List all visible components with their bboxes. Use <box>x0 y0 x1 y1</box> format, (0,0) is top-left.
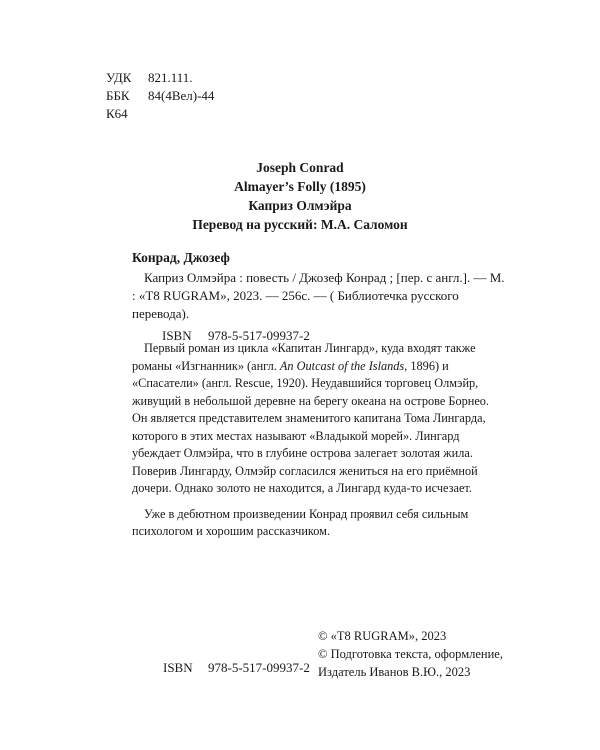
bbk-value: 84(4Вел)-44 <box>148 88 215 103</box>
bottom-isbn-label: ISBN <box>163 660 193 675</box>
author-name-en: Joseph Conrad <box>256 160 344 175</box>
abstract-p1-start: Первый роман из цикла «Капитан Лингард», куда входят также романы «Изгнанник» (англ. <box>132 341 476 373</box>
author-mark-row <box>106 105 214 123</box>
bottom-isbn-value: 978-5-517-09937-2 <box>208 660 310 675</box>
abstract-paragraph-1 <box>132 340 507 498</box>
copyright-block <box>318 627 503 681</box>
abstract <box>132 340 507 541</box>
author-mark: К64 <box>106 106 128 121</box>
catalog-entry-heading: Конрад, Джозеф <box>132 250 230 265</box>
catalog-entry <box>132 249 507 345</box>
catalog-isbn-label: ISBN <box>162 328 192 343</box>
catalog-entry-body: Каприз Олмэйра : повесть / Джозеф Конрад ; [пер. с англ.]. — М. : «T8 RUGRAM», 2023. — 256с. — ( Библиотечка русского перевода). <box>132 270 505 321</box>
classification-codes <box>106 69 214 123</box>
abstract-p1-italic-title: An Outcast of the Islands <box>279 358 405 373</box>
abstract-p1-end: , 1896) и «Спасатели» (англ. Rescue, 1920). Неудавшийся торговец Олмэйр, живущий в небольшой деревне на берегу океана на острове Борнео. Он является представителем знаменитого капитана Тома Лингарда, которого в этих местах называют «Владыкой морей». Лингард убеждает Олмэйра, что в глубине острова залегает золотая жила. Поверив Лингарду, Олмэйр согласился жениться на его приёмной дочери. Однако золото не находится, а Лингард куда-то исчезает. <box>132 358 489 495</box>
book-title-en: Almayer’s Folly (1895) <box>234 179 366 194</box>
abstract-paragraph-2: Уже в дебютном произведении Конрад проявил себя сильным психологом и хорошим рассказчиком. <box>132 506 469 538</box>
bbk-row <box>106 87 214 105</box>
udk-label: УДК <box>106 70 132 85</box>
bottom-isbn <box>163 660 310 676</box>
bbk-label: ББК <box>106 88 130 103</box>
udk-row <box>106 69 214 87</box>
catalog-isbn-value: 978-5-517-09937-2 <box>208 328 310 343</box>
translation-credit: Перевод на русский: М.А. Саломон <box>192 217 408 232</box>
copyright-line-2: © Подготовка текста, оформление, <box>318 647 503 661</box>
copyright-line-1: © «T8 RUGRAM», 2023 <box>318 629 447 643</box>
title-block <box>0 158 600 234</box>
copyright-line-3: Издатель Иванов В.Ю., 2023 <box>318 665 471 679</box>
udk-value: 821.111. <box>148 70 193 85</box>
book-title-ru: Каприз Олмэйра <box>248 198 352 213</box>
